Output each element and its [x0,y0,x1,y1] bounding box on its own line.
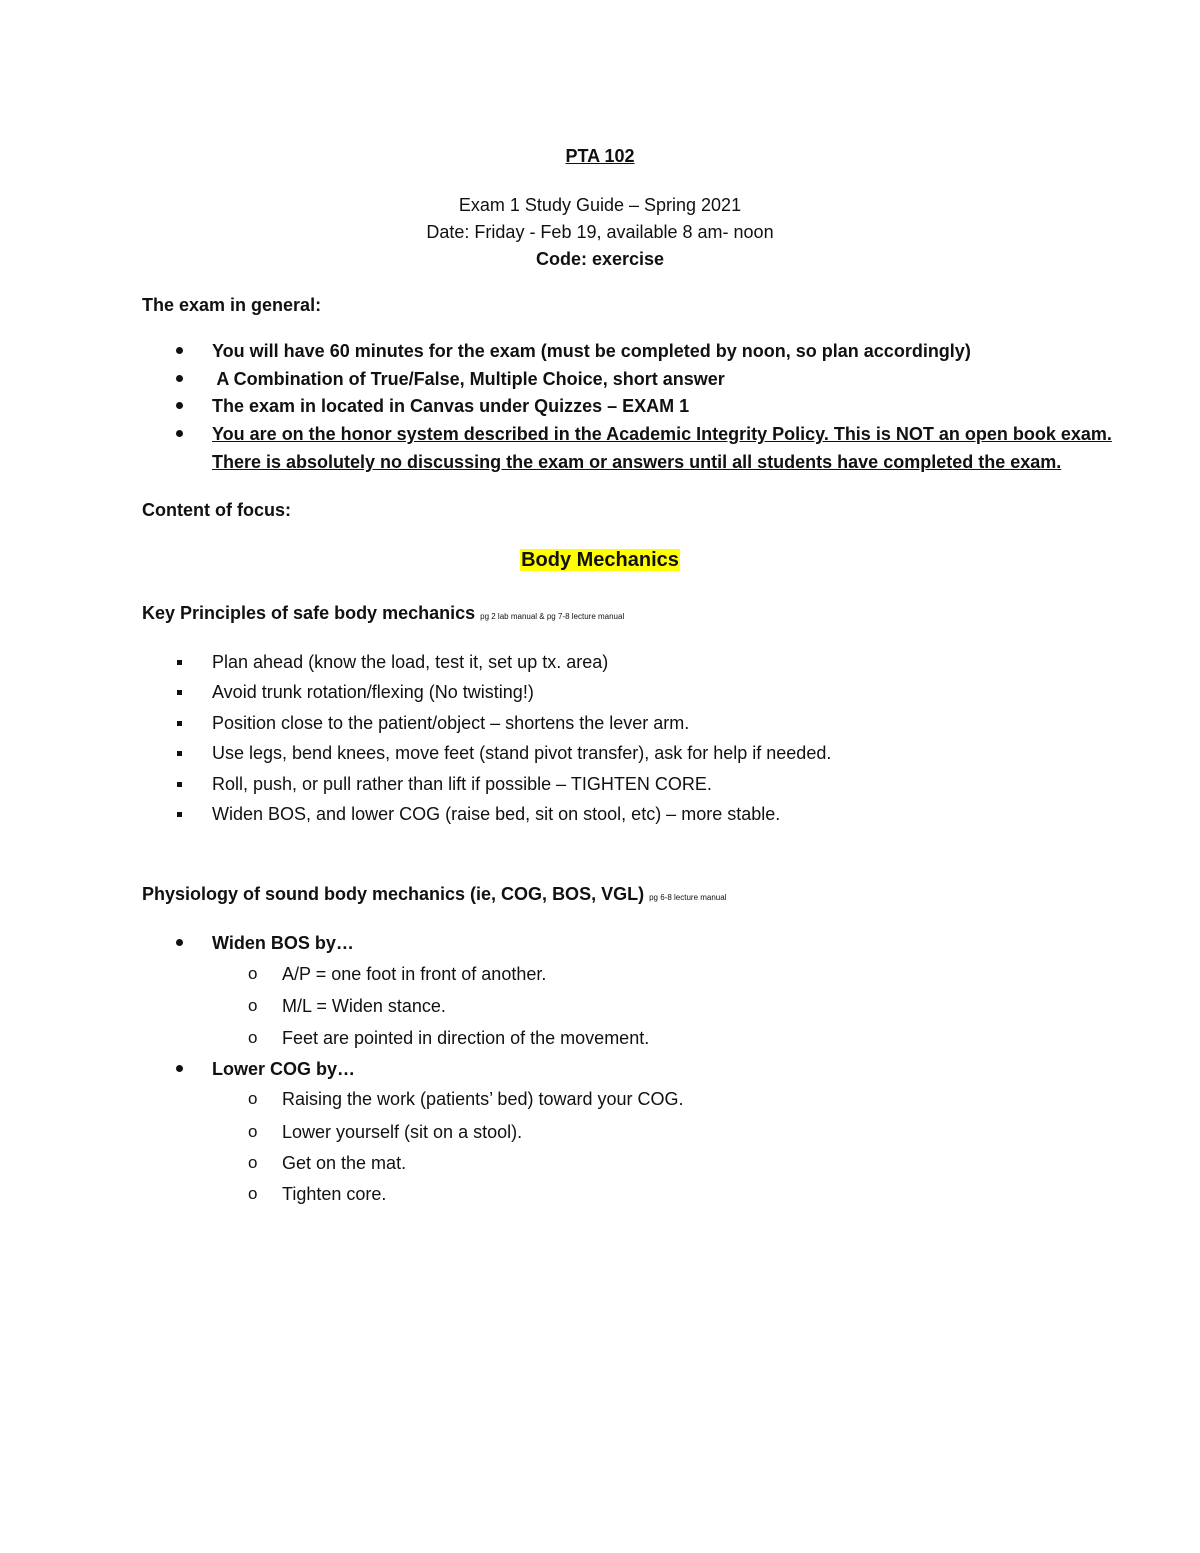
bullet-dot-icon [176,347,183,354]
hollow-bullet-icon: o [248,996,258,1015]
course-title: PTA 102 [565,146,635,166]
square-bullet-icon [177,721,182,726]
principle-item: Position close to the patient/object – shortens the lever arm. [212,713,690,733]
cog-subitem: Lower yourself (sit on a stool). [282,1122,523,1142]
cog-subitem: Raising the work (patients’ bed) toward your COG. [282,1089,684,1109]
physiology-heading [142,884,726,905]
general-heading: The exam in general: [142,295,322,315]
exam-code: Code: exercise [535,249,665,269]
bos-subitem: M/L = Widen stance. [282,996,446,1016]
principle-item: Avoid trunk rotation/flexing (No twisting!) [212,682,534,702]
bullet-dot-icon [176,430,183,437]
principles-heading [142,603,624,624]
study-guide-title: Exam 1 Study Guide – Spring 2021 [458,195,742,215]
content-heading: Content of focus: [142,500,291,520]
bos-subitem: A/P = one foot in front of another. [282,964,547,984]
bullet-dot-icon [176,1065,183,1072]
hollow-bullet-icon: o [248,964,258,983]
general-item: A Combination of True/False, Multiple Choice, short answer [212,369,725,389]
square-bullet-icon [177,660,182,665]
exam-date: Date: Friday - Feb 19, available 8 am- noon [426,222,774,242]
hollow-bullet-icon: o [248,1122,258,1141]
square-bullet-icon [177,690,182,695]
honor-policy-line-1: You are on the honor system described in the Academic Integrity Policy. This is NOT an open book exam. [212,424,1112,444]
principle-item: Roll, push, or pull rather than lift if possible – TIGHTEN CORE. [212,774,712,794]
bullet-dot-icon [176,402,183,409]
square-bullet-icon [177,812,182,817]
honor-policy-line-2: There is absolutely no discussing the exam or answers until all students have completed the exam. [212,452,1062,472]
bullet-dot-icon [176,939,183,946]
cog-subitem: Tighten core. [282,1184,387,1204]
principles-reference: pg 2 lab manual & pg 7-8 lecture manual [480,612,625,621]
cog-subitem: Get on the mat. [282,1153,407,1173]
hollow-bullet-icon: o [248,1028,258,1047]
bos-subitem: Feet are pointed in direction of the movement. [282,1028,650,1048]
principle-item: Widen BOS, and lower COG (raise bed, sit on stool, etc) – more stable. [212,804,781,824]
section-title-wrap [0,549,1200,572]
bullet-dot-icon [176,375,183,382]
hollow-bullet-icon: o [248,1153,258,1172]
section-title: Body Mechanics [521,549,679,571]
square-bullet-icon [177,782,182,787]
square-bullet-icon [177,751,182,756]
general-item: You will have 60 minutes for the exam (must be completed by noon, so plan accordingly) [212,341,971,361]
principles-heading-text: Key Principles of safe body mechanics [142,603,476,623]
bos-group-label: Widen BOS by… [212,933,354,953]
physiology-heading-text: Physiology of sound body mechanics (ie, COG, BOS, VGL) [142,884,645,904]
hollow-bullet-icon: o [248,1089,258,1108]
principle-item: Plan ahead (know the load, test it, set up tx. area) [212,652,609,672]
cog-group-label: Lower COG by… [212,1059,356,1079]
hollow-bullet-icon: o [248,1184,258,1203]
general-item: The exam in located in Canvas under Quizzes – EXAM 1 [212,396,690,416]
physiology-reference: pg 6-8 lecture manual [649,893,727,902]
principle-item: Use legs, bend knees, move feet (stand pivot transfer), ask for help if needed. [212,743,832,763]
